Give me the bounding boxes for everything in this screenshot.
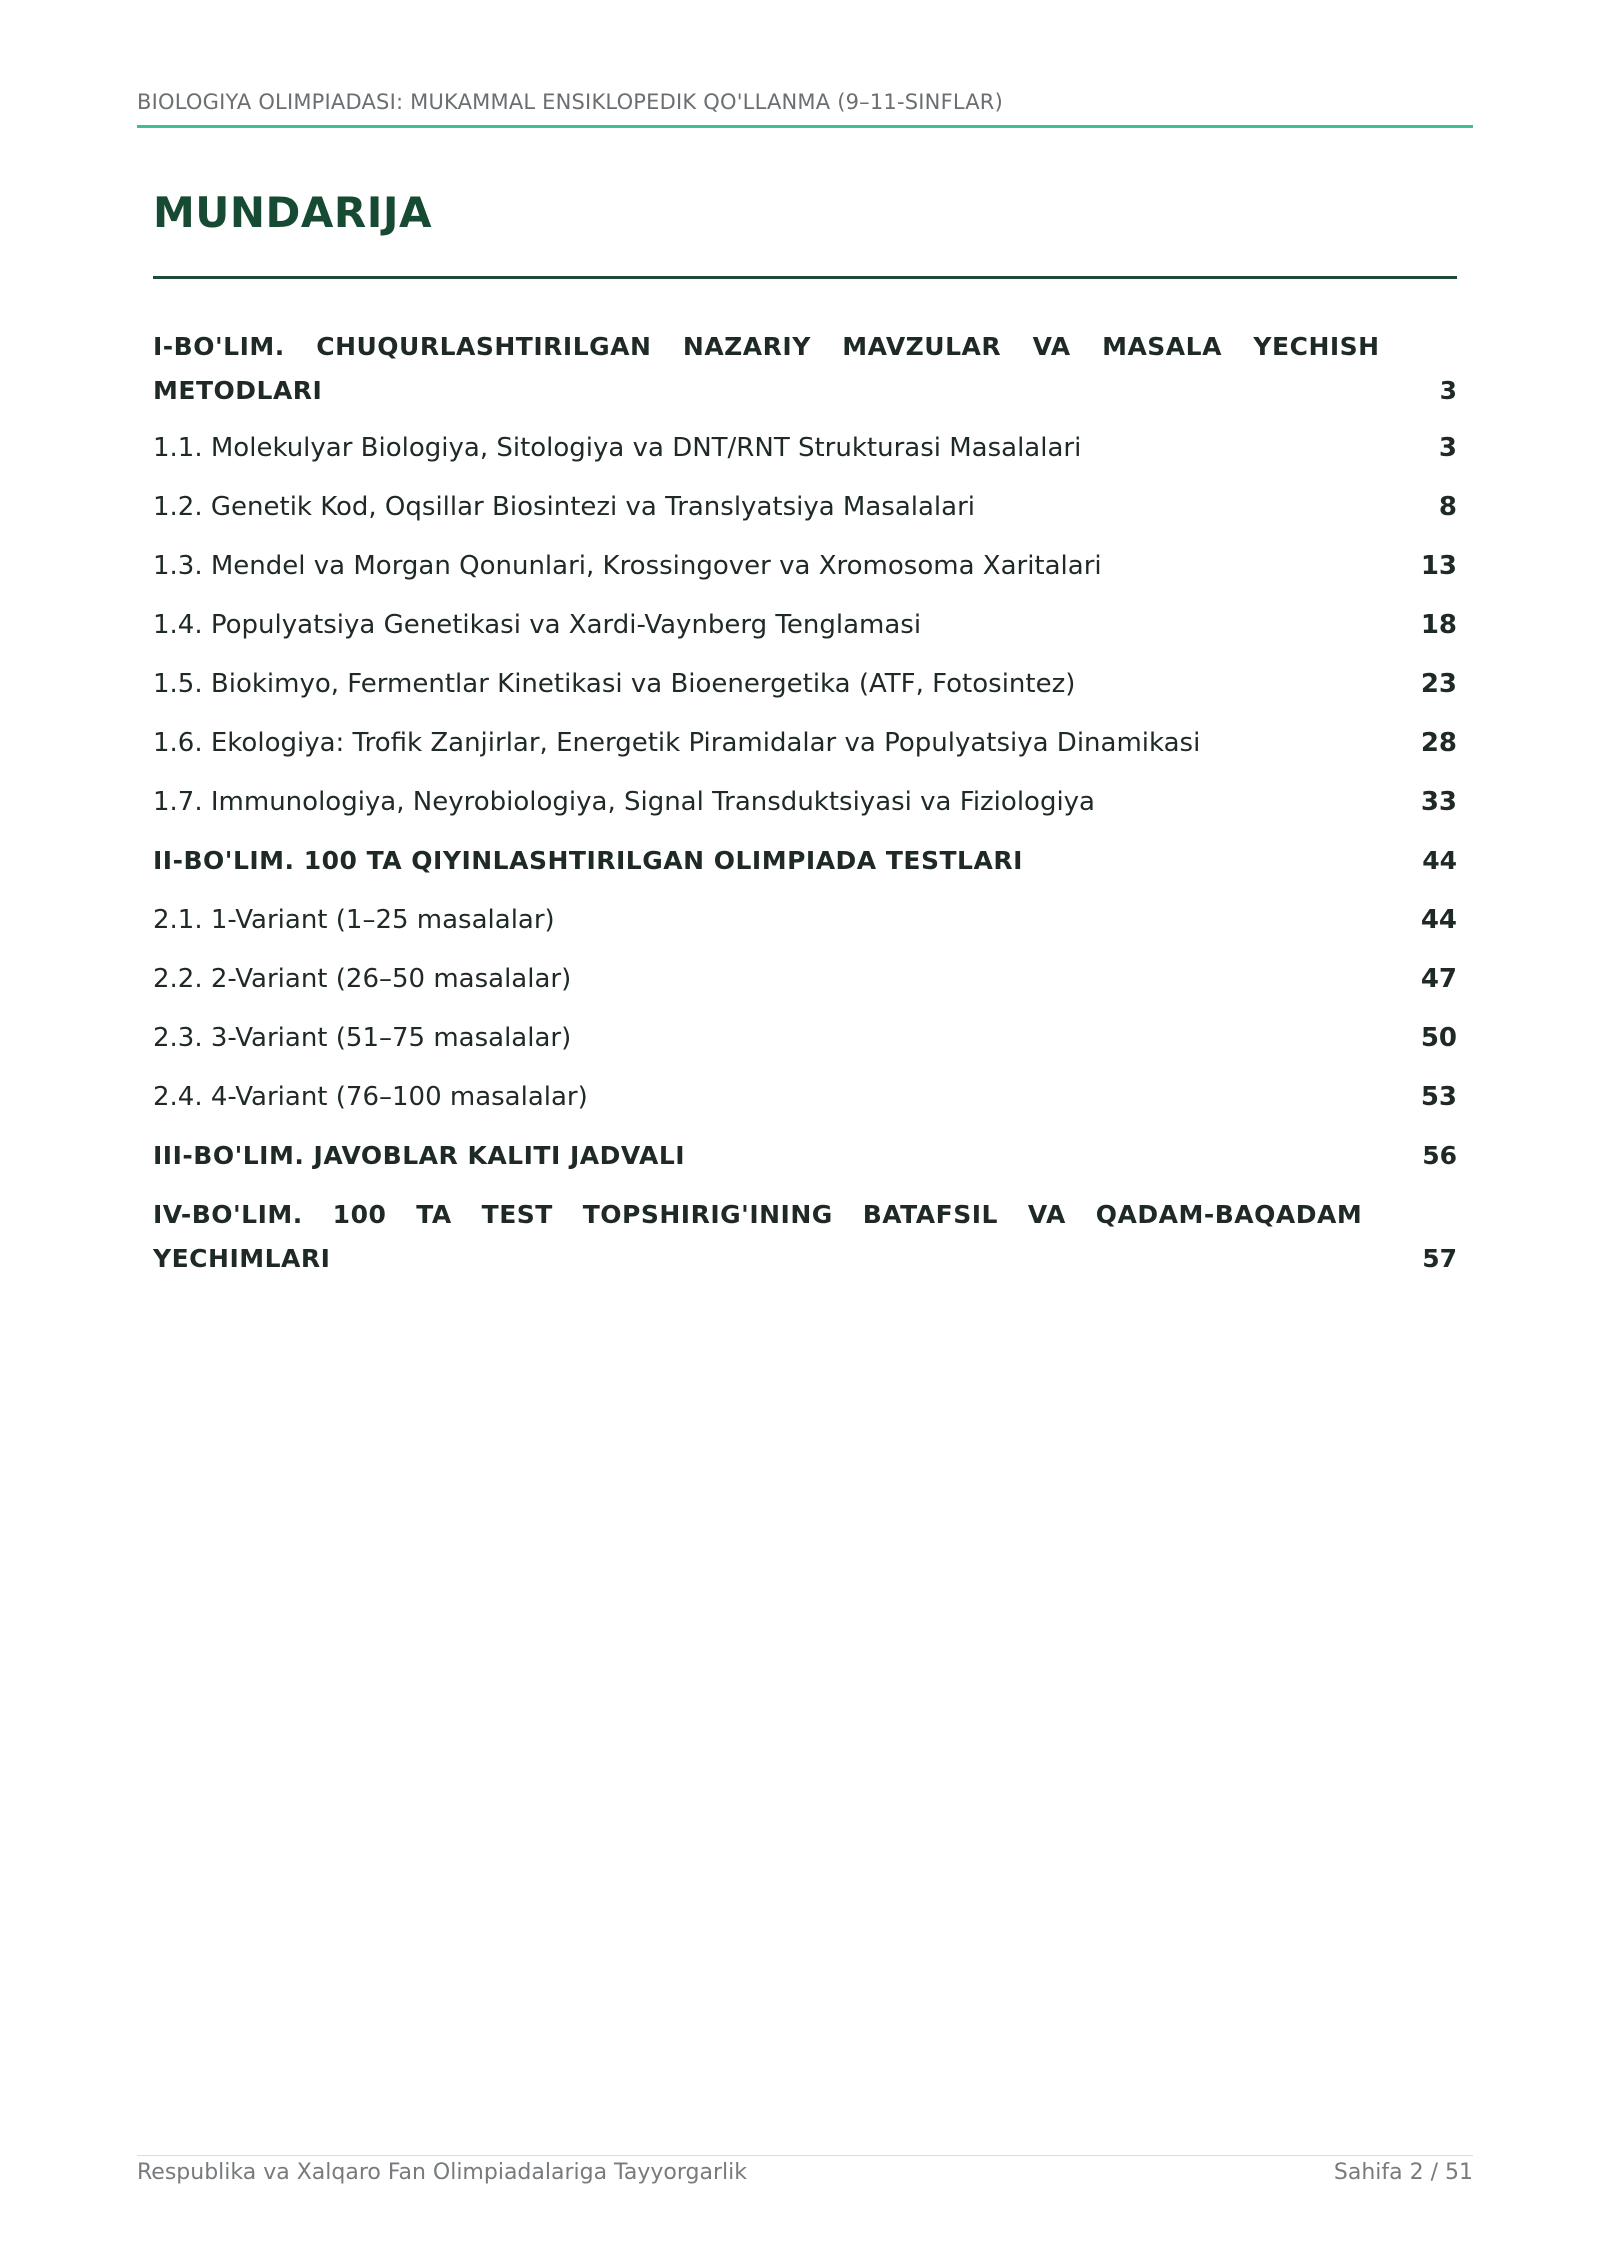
title-divider [153, 276, 1457, 279]
toc-entry-page: 50 [1420, 1023, 1457, 1053]
toc-entry-page: 44 [1420, 905, 1457, 935]
footer-divider [137, 2155, 1473, 2156]
toc-entry[interactable] [153, 1134, 1457, 1178]
toc-entry-page: 47 [1420, 964, 1457, 994]
toc-entry-page: 3 [1438, 433, 1457, 463]
footer-text: Respublika va Xalqaro Fan Olimpiadalariga Tayyorgarlik [137, 2160, 747, 2185]
toc-entry-page: 56 [1422, 1141, 1457, 1170]
toc-entry-title: 2.2. 2-Variant (26–50 masalalar) [153, 964, 572, 994]
page-number: Sahifa 2 / 51 [1333, 2160, 1473, 2185]
toc-entry-title: 1.1. Molekulyar Biologiya, Sitologiya va DNT/RNT Strukturasi Masalalari [153, 433, 1082, 463]
toc-entry-title: 1.4. Populyatsiya Genetikasi va Xardi-Vaynberg Tenglamasi [153, 610, 922, 640]
toc-entry-page: 33 [1420, 787, 1457, 817]
toc-entry-page: 28 [1420, 728, 1457, 758]
toc-entry[interactable] [153, 325, 1457, 413]
toc-entry[interactable] [153, 898, 1457, 942]
toc-entry-title: 1.7. Immunologiya, Neyrobiologiya, Signal Transduktsiyasi va Fiziologiya [153, 787, 1095, 817]
toc-entry-page: 57 [1422, 1244, 1457, 1273]
toc-entry-title: 1.5. Biokimyo, Fermentlar Kinetikasi va Bioenergetika (ATF, Fotosintez) [153, 669, 1076, 699]
toc-entry-title: II-BO'LIM. 100 TA QIYINLASHTIRILGAN OLIMPIADA TESTLARI [153, 846, 1023, 875]
toc-entry-title: III-BO'LIM. JAVOBLAR KALITI JADVALI [153, 1141, 686, 1170]
header-divider [137, 125, 1473, 128]
toc-entry-page: 23 [1420, 669, 1457, 699]
toc-entry-page: 53 [1420, 1082, 1457, 1112]
toc-entry-title: 1.2. Genetik Kod, Oqsillar Biosintezi va Translyatsiya Masalalari [153, 492, 975, 522]
toc-entry-page: 44 [1422, 846, 1457, 875]
table-of-contents [153, 325, 1457, 1296]
toc-entry[interactable] [153, 721, 1457, 765]
toc-entry-title: 2.1. 1-Variant (1–25 masalalar) [153, 905, 555, 935]
toc-entry-page: 18 [1420, 610, 1457, 640]
toc-entry-title: I-BO'LIM. CHUQURLASHTIRILGAN NAZARIY MAVZULAR VA MASALA YECHISH METODLARI [153, 332, 1380, 405]
toc-entry-page: 8 [1438, 492, 1457, 522]
toc-entry[interactable] [153, 780, 1457, 824]
toc-entry-title: 1.6. Ekologiya: Trofik Zanjirlar, Energetik Piramidalar va Populyatsiya Dinamikasi [153, 728, 1201, 758]
toc-entry-title: IV-BO'LIM. 100 TA TEST TOPSHIRIG'INING BATAFSIL VA QADAM-BAQADAM YECHIMLARI [153, 1200, 1363, 1273]
toc-entry[interactable] [153, 957, 1457, 1001]
toc-entry[interactable] [153, 1075, 1457, 1119]
toc-entry[interactable] [153, 485, 1457, 529]
toc-entry[interactable] [153, 1193, 1457, 1281]
page-title: MUNDARIJA [153, 188, 433, 237]
toc-entry[interactable] [153, 426, 1457, 470]
toc-entry[interactable] [153, 1016, 1457, 1060]
toc-entry-title: 2.4. 4-Variant (76–100 masalalar) [153, 1082, 588, 1112]
toc-entry[interactable] [153, 662, 1457, 706]
toc-entry-title: 2.3. 3-Variant (51–75 masalalar) [153, 1023, 572, 1053]
toc-entry[interactable] [153, 544, 1457, 588]
toc-entry[interactable] [153, 839, 1457, 883]
toc-entry-page: 3 [1439, 376, 1457, 405]
toc-entry[interactable] [153, 603, 1457, 647]
toc-entry-title: 1.3. Mendel va Morgan Qonunlari, Krossingover va Xromosoma Xaritalari [153, 551, 1102, 581]
running-header: BIOLOGIYA OLIMPIADASI: MUKAMMAL ENSIKLOPEDIK QO'LLANMA (9–11-SINFLAR) [137, 90, 1003, 114]
toc-entry-page: 13 [1420, 551, 1457, 581]
